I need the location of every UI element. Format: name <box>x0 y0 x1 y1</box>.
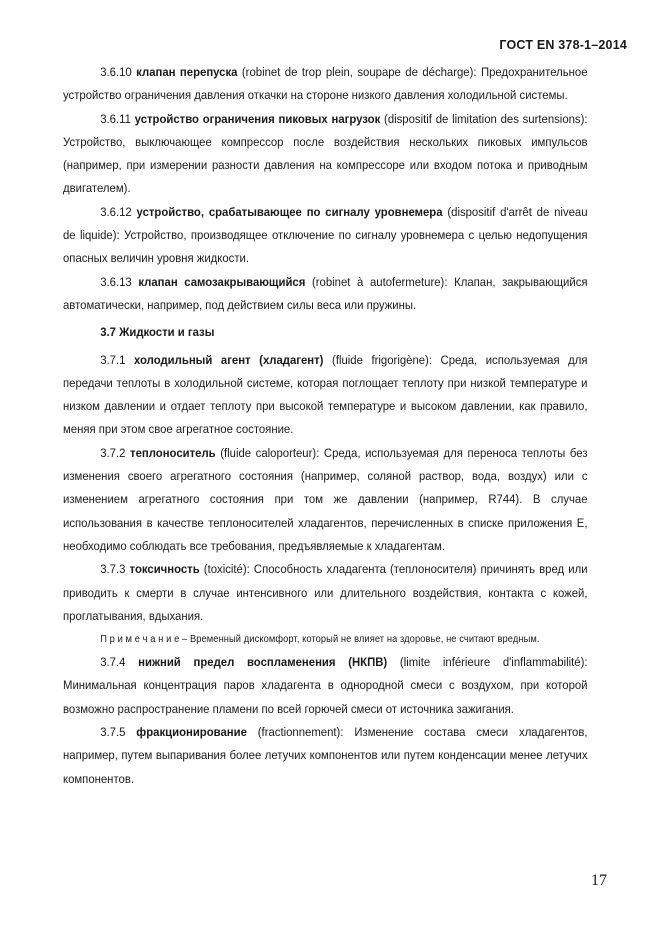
term: холодильный агент (хладагент) <box>133 352 324 367</box>
term: клапан самозакрывающийся <box>138 274 306 289</box>
definition-text: (dispositif d'arrêt de niveau de liquide): Устройство, производящее отключение по сигналу уровнемера с целью недопущения опасных величин уровня жидкости. <box>63 204 588 266</box>
definition-text: (toxicité): Способность хладагента (теплоносителя) причинять вред или приводить к смерти в случае интенсивного или длительного воздействия, контакта с кожей, проглатывания, вдыхания. <box>63 562 588 623</box>
term: токсичность <box>129 562 200 577</box>
definition-text: (fluide caloporteur): Среда, используемая для переноса теплоты без изменения своего агрегатного состояния (например, соляной раствор, вода, воздух) или с изменением агрегатного состояния при том же давлении (например, R744). В случае использования в качестве теплоносителей хладагентов, перечисленных в списке приложения Е, необходимо соблюдать все требования, предъявляемые к хладагентам. <box>63 445 588 553</box>
definition-3-6-10 <box>63 61 588 108</box>
term: клапан перепуска <box>136 65 238 79</box>
clause-number: 3.6.11 <box>100 111 131 126</box>
clause-number: 3.7.4 <box>100 655 126 670</box>
page-number: 17 <box>591 872 607 889</box>
definition-3-7-5 <box>63 721 588 791</box>
term: фракционирование <box>136 725 247 740</box>
term: устройство, срабатывающее по сигналу уровнемера <box>136 204 443 219</box>
note-text: – Временный дискомфорт, который не влияет на здоровье, не считают вредным. <box>179 634 540 646</box>
term: нижний предел воспламенения (НКПВ) <box>138 655 388 670</box>
clause-number: 3.6.12 <box>100 204 132 219</box>
clause-number: 3.6.10 <box>100 65 132 79</box>
definition-text: (dispositif de limitation des surtensions): Устройство, выключающее компрессор после воздействия нескольких пиковых импульсов (например, при измерении разности давления на компрессоре или входом потока и приводным двигателем). <box>63 111 588 196</box>
definition-3-6-11 <box>63 108 588 201</box>
definition-3-6-13 <box>63 271 588 318</box>
definition-text: (robinet de trop plein, soupape de décharge): Предохранительное устройство ограничения давления откачки на стороне низкого давления холодильной системы. <box>63 65 588 103</box>
definition-text: (fractionnement): Изменение состава смеси хладагентов, например, путем выпаривания более летучих компонентов или путем конденсации менее летучих компонентов. <box>63 725 588 786</box>
clause-number: 3.7.1 <box>100 352 126 367</box>
definition-3-7-4 <box>63 651 588 721</box>
clause-number: 3.7.2 <box>100 445 126 460</box>
definition-3-6-12 <box>63 201 588 271</box>
note-label: П р и м е ч а н и е <box>100 634 180 646</box>
term: устройство ограничения пиковых нагрузок <box>134 111 381 126</box>
definition-text: (fluide frigorigène): Среда, используемая для передачи теплоты в холодильной системе, которая поглощает теплоту при низкой температуре и низком давлении и отдает теплоту при высокой температуре и высоком давлении, как правило, меняя при этом свое агрегатное состояние. <box>63 352 588 437</box>
definition-3-7-1 <box>63 349 588 442</box>
definition-3-7-3 <box>63 558 588 628</box>
note <box>63 628 588 651</box>
clause-number: 3.6.13 <box>100 274 132 289</box>
standard-header: ГОСТ EN 378-1–2014 <box>499 38 627 52</box>
document-body <box>63 61 588 791</box>
section-title: 3.7 Жидкости и газы <box>100 325 215 340</box>
clause-number: 3.7.5 <box>100 725 126 740</box>
definition-text: (robinet à autofermeture): Клапан, закрывающийся автоматически, например, под действием силы веса или пружины. <box>63 274 588 312</box>
definition-text: (limite inférieure d'inflammabilité): Минимальная концентрация паров хладагента в однородной смеси с воздухом, при которой возможно распространение пламени по всей горючей смеси от источника зажигания. <box>63 655 588 716</box>
definition-3-7-2 <box>63 442 588 558</box>
term: теплоноситель <box>130 445 216 460</box>
clause-number: 3.7.3 <box>100 562 126 577</box>
section-heading <box>63 321 588 344</box>
